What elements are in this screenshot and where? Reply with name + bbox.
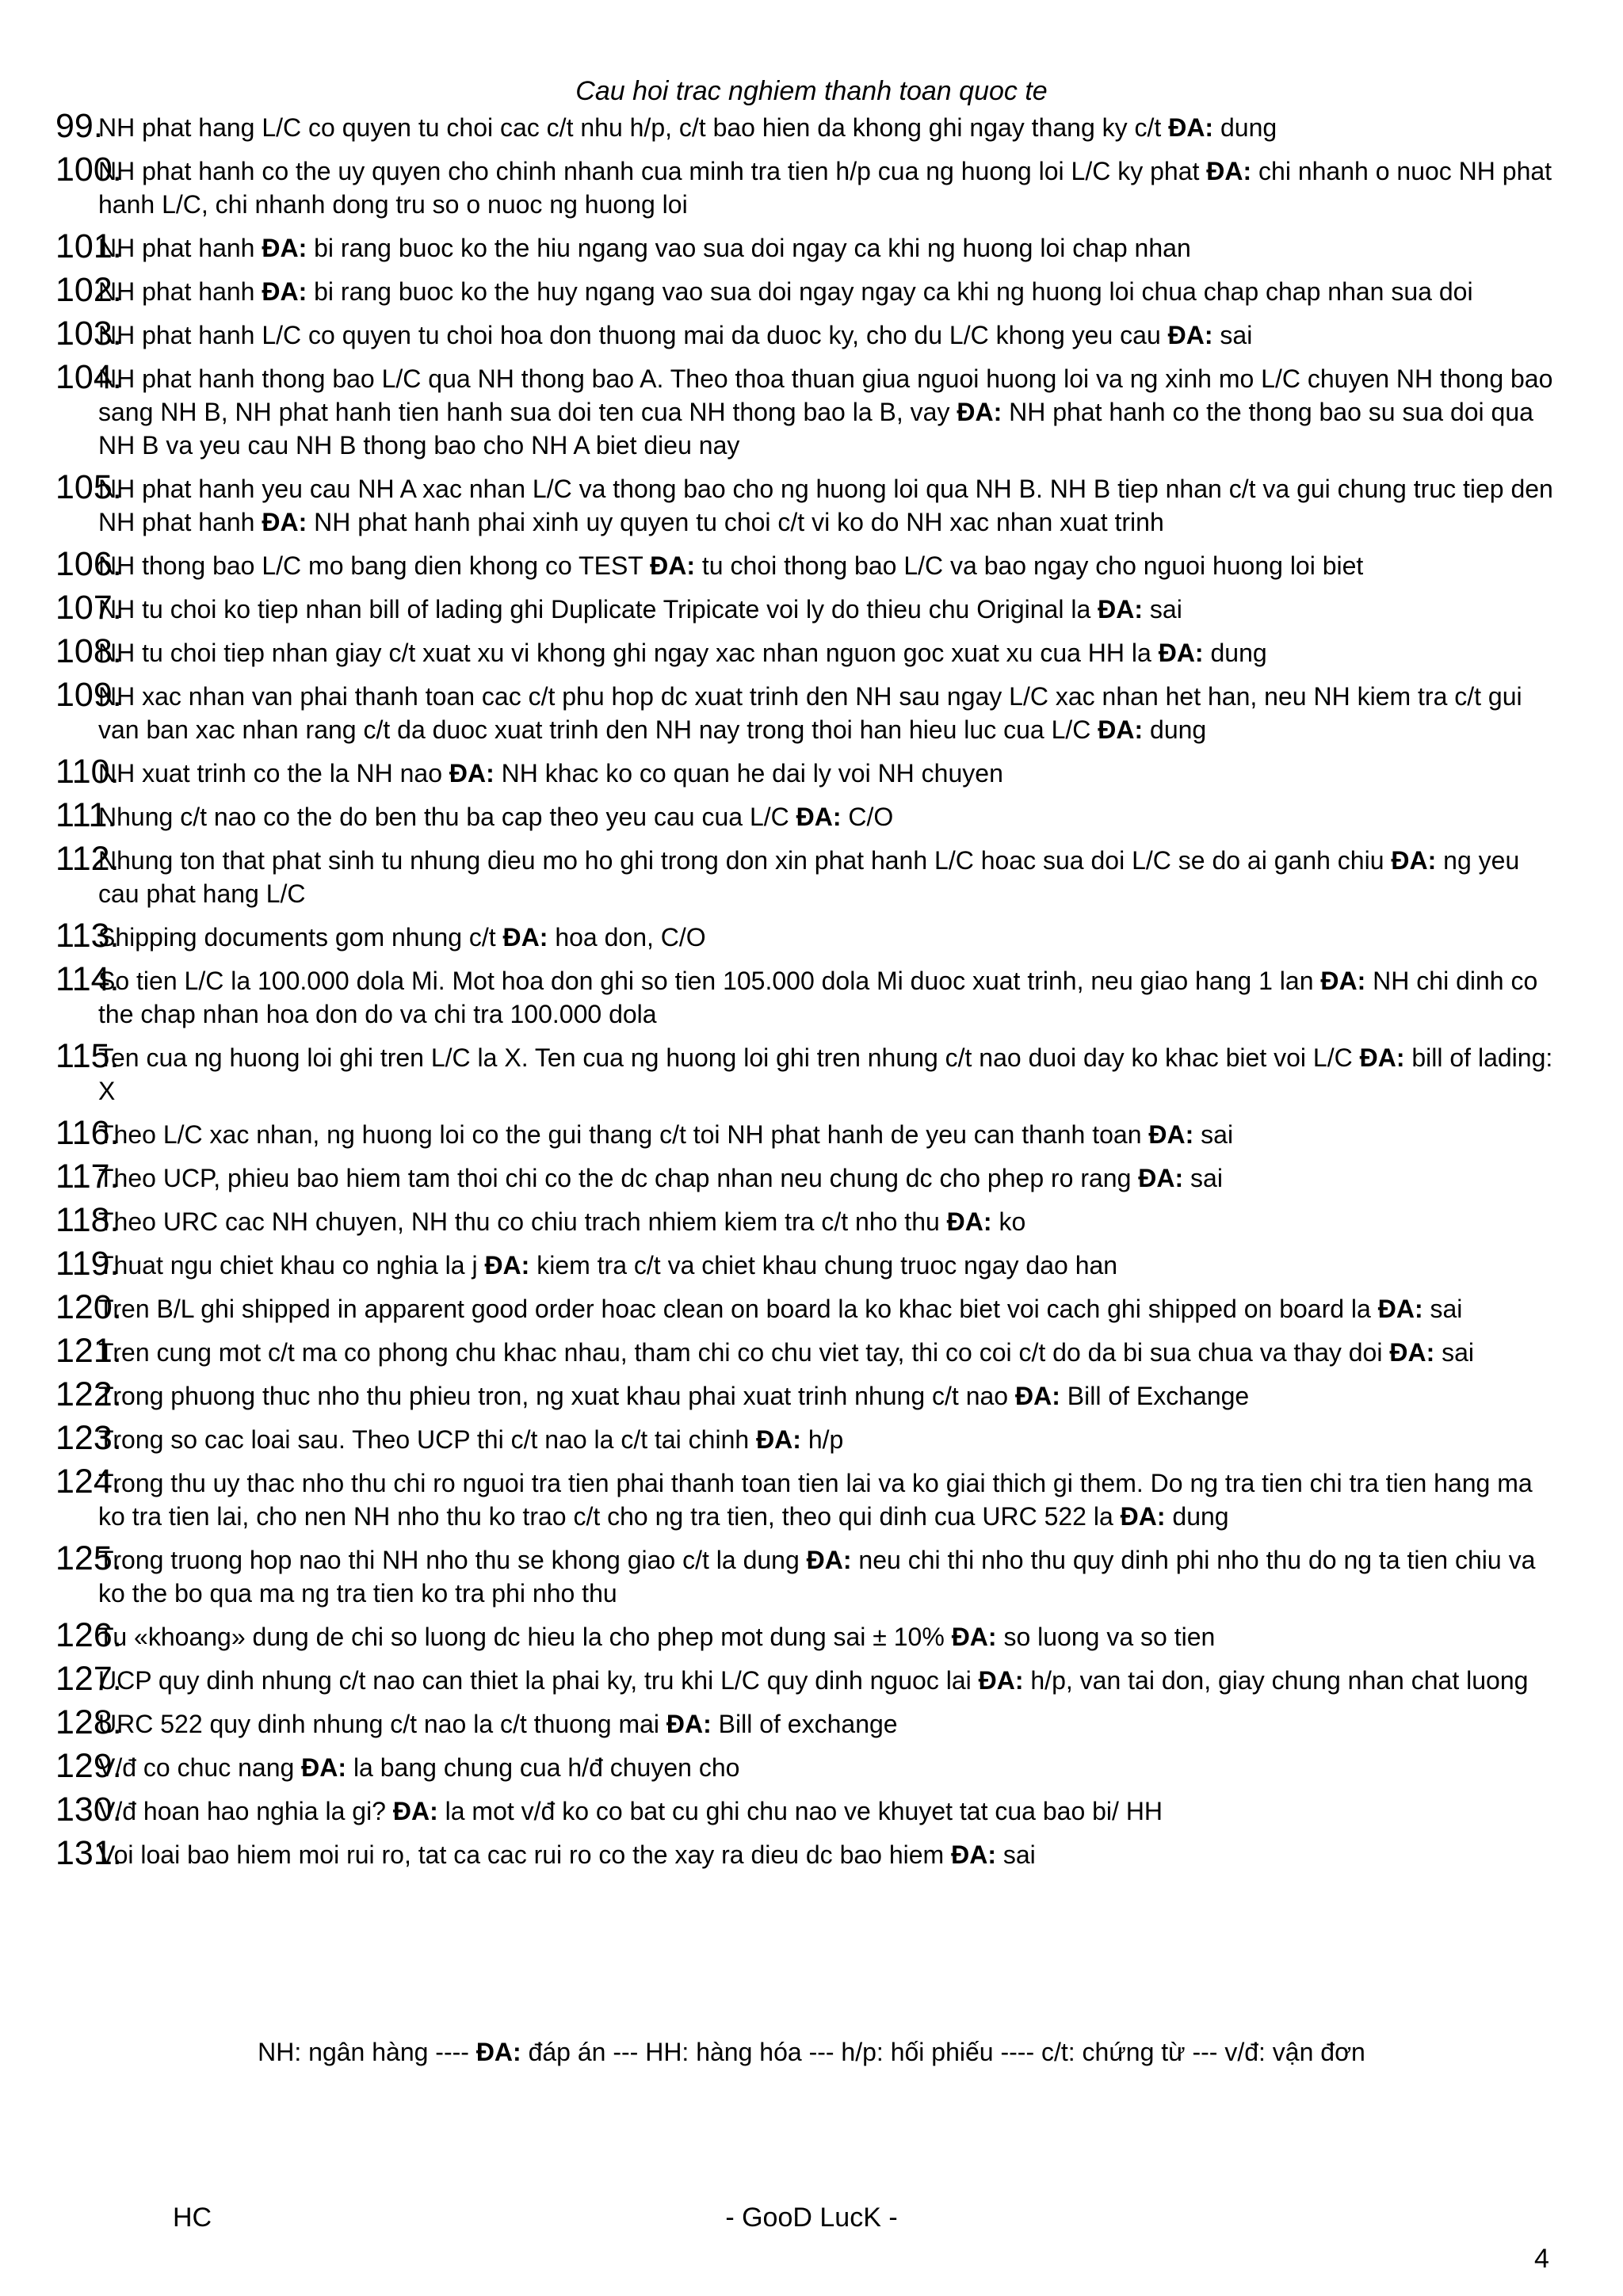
question-body bbox=[98, 472, 1561, 539]
question-body bbox=[98, 1707, 1561, 1741]
question-body bbox=[98, 1466, 1561, 1533]
question-body bbox=[98, 1249, 1561, 1282]
question-item bbox=[55, 315, 1561, 353]
question-body bbox=[98, 844, 1561, 910]
answer-label: ĐA: bbox=[806, 1546, 852, 1574]
question-number: 114. bbox=[55, 960, 120, 998]
footer-author: HC bbox=[173, 2203, 212, 2233]
legend-text-1: NH: ngân hàng ---- bbox=[258, 2038, 476, 2066]
answer-label: ĐA: bbox=[502, 923, 548, 952]
question-number: 111. bbox=[55, 796, 117, 834]
question-number: 105. bbox=[55, 468, 122, 506]
answer-label: ĐA: bbox=[650, 551, 696, 580]
question-body bbox=[98, 921, 1561, 954]
answer-text: tu choi thong bao L/C va bao ngay cho nguoi huong loi biet bbox=[701, 551, 1364, 580]
question-item bbox=[55, 107, 1561, 145]
question-number: 115. bbox=[55, 1037, 120, 1075]
answer-text: h/p, van tai don, giay chung nhan chat luong bbox=[1030, 1666, 1529, 1695]
question-number: 106. bbox=[55, 545, 122, 583]
answer-label: ĐA: bbox=[756, 1425, 801, 1454]
question-number: 107. bbox=[55, 589, 122, 627]
question-body bbox=[98, 1794, 1561, 1828]
question-number: 100. bbox=[55, 151, 122, 189]
answer-text: ko bbox=[999, 1207, 1026, 1236]
question-number: 125. bbox=[55, 1539, 122, 1577]
question-number: 104. bbox=[55, 358, 122, 396]
question-item bbox=[55, 227, 1561, 265]
question-item bbox=[55, 1114, 1561, 1152]
answer-text: NH phat hanh phai xinh uy quyen tu choi c/t vi ko do NH xac nhan xuat trinh bbox=[314, 508, 1164, 536]
answer-label: ĐA: bbox=[1359, 1043, 1405, 1072]
answer-label: ĐA: bbox=[796, 803, 842, 831]
answer-label: ĐA: bbox=[262, 234, 307, 262]
question-text: NH tu choi ko tiep nhan bill of lading ghi Duplicate Tripicate voi ly do thieu chu Original la bbox=[98, 595, 1091, 624]
question-text: Theo UCP, phieu bao hiem tam thoi chi co the dc chap nhan neu chung dc cho phep ro rang bbox=[98, 1164, 1132, 1192]
question-item bbox=[55, 840, 1561, 910]
question-text: Thuat ngu chiet khau co nghia la j bbox=[98, 1251, 478, 1280]
question-number: 126. bbox=[55, 1616, 122, 1654]
answer-label: ĐA: bbox=[262, 277, 307, 306]
question-body bbox=[98, 111, 1561, 144]
answer-label: ĐA: bbox=[1389, 1338, 1435, 1367]
question-text: So tien L/C la 100.000 dola Mi. Mot hoa don ghi so tien 105.000 dola Mi duoc xuat trinh, neu giao hang 1 lan bbox=[98, 967, 1314, 995]
legend-text-2: đáp án --- HH: hàng hóa --- h/p: hối phiếu ---- c/t: chứng từ --- v/đ: vận đơn bbox=[521, 2038, 1365, 2066]
question-body bbox=[98, 1620, 1561, 1653]
question-item bbox=[55, 1703, 1561, 1741]
question-text: Tren B/L ghi shipped in apparent good order hoac clean on board la ko khac biet voi cach ghi shipped on board la bbox=[98, 1295, 1371, 1323]
question-number: 110. bbox=[55, 753, 120, 791]
answer-text: la mot v/đ ko co bat cu ghi chu nao ve khuyet tat cua bao bi/ HH bbox=[445, 1797, 1163, 1825]
answer-text: Bill of exchange bbox=[718, 1710, 898, 1738]
answer-text: sai bbox=[1442, 1338, 1475, 1367]
question-body bbox=[98, 231, 1561, 265]
question-number: 109. bbox=[55, 676, 122, 714]
answer-label: ĐA: bbox=[1014, 1382, 1060, 1410]
question-number: 116. bbox=[55, 1114, 120, 1152]
answer-label: ĐA: bbox=[1206, 157, 1252, 185]
question-number: 103. bbox=[55, 315, 122, 353]
question-body bbox=[98, 318, 1561, 352]
answer-text: sai bbox=[1220, 321, 1253, 349]
answer-label: ĐA: bbox=[1320, 967, 1366, 995]
answer-label: ĐA: bbox=[1138, 1164, 1184, 1192]
question-text: NH xuat trinh co the la NH nao bbox=[98, 759, 442, 788]
question-number: 112. bbox=[55, 840, 120, 878]
question-number: 131. bbox=[55, 1834, 122, 1872]
question-number: 122. bbox=[55, 1375, 122, 1413]
question-item bbox=[55, 1288, 1561, 1326]
question-text: V/đ co chuc nang bbox=[98, 1753, 295, 1782]
question-text: Tren cung mot c/t ma co phong chu khac nhau, tham chi co chu viet tay, thi co coi c/t do da bi sua chua va thay doi bbox=[98, 1338, 1383, 1367]
question-item bbox=[55, 1660, 1561, 1698]
answer-text: Bill of Exchange bbox=[1067, 1382, 1250, 1410]
answer-label: ĐA: bbox=[1377, 1295, 1423, 1323]
answer-label: ĐA: bbox=[449, 759, 495, 788]
answer-text: sai bbox=[1002, 1840, 1036, 1869]
question-item bbox=[55, 753, 1561, 791]
question-number: 123. bbox=[55, 1419, 122, 1457]
question-item bbox=[55, 676, 1561, 746]
question-number: 130. bbox=[55, 1791, 122, 1829]
question-number: 99. bbox=[55, 107, 103, 145]
document-header: Cau hoi trac nghiem thanh toan quoc te bbox=[575, 76, 1048, 106]
question-item bbox=[55, 545, 1561, 583]
question-text: NH phat hanh bbox=[98, 234, 255, 262]
answer-label: ĐA: bbox=[484, 1251, 530, 1280]
question-item bbox=[55, 589, 1561, 627]
answer-label: ĐA: bbox=[1167, 321, 1213, 349]
question-number: 108. bbox=[55, 632, 122, 670]
question-number: 129. bbox=[55, 1747, 122, 1785]
question-text: NH phat hanh co the uy quyen cho chinh nhanh cua minh tra tien h/p cua ng huong loi L/C ky phat bbox=[98, 157, 1200, 185]
answer-label: ĐA: bbox=[1120, 1502, 1166, 1531]
question-item bbox=[55, 917, 1561, 955]
question-text: Theo URC cac NH chuyen, NH thu co chiu trach nhiem kiem tra c/t nho thu bbox=[98, 1207, 940, 1236]
question-item bbox=[55, 1747, 1561, 1785]
answer-text: dung bbox=[1150, 715, 1207, 744]
answer-label: ĐA: bbox=[946, 1207, 992, 1236]
question-body bbox=[98, 680, 1561, 746]
answer-text: so luong va so tien bbox=[1003, 1623, 1216, 1651]
answer-label: ĐA: bbox=[951, 1840, 996, 1869]
answer-label: ĐA: bbox=[1098, 715, 1144, 744]
question-text: NH phat hang L/C co quyen tu choi cac c/t nhu h/p, c/t bao hien da khong ghi ngay thang ky c/t bbox=[98, 113, 1162, 142]
question-text: Trong truong hop nao thi NH nho thu se khong giao c/t la dung bbox=[98, 1546, 800, 1574]
question-body bbox=[98, 1161, 1561, 1195]
question-body bbox=[98, 1543, 1561, 1610]
answer-text: NH phat hanh co the thong bao su sua doi qua NH B va yeu cau NH B thong bao cho NH A biet dieu nay bbox=[98, 398, 1533, 460]
question-item bbox=[55, 1375, 1561, 1413]
question-body bbox=[98, 636, 1561, 669]
question-text: NH tu choi tiep nhan giay c/t xuat xu vi khong ghi ngay xac nhan nguon goc xuat xu cua HH la bbox=[98, 639, 1151, 667]
answer-label: ĐA: bbox=[951, 1623, 997, 1651]
answer-text: ng yeu cau phat hang L/C bbox=[98, 846, 1520, 908]
footer-slogan: - GooD LucK - bbox=[725, 2203, 898, 2233]
answer-label: ĐA: bbox=[262, 508, 307, 536]
answer-text: NH khac ko co quan he dai ly voi NH chuyen bbox=[501, 759, 1003, 788]
answer-text: chi nhanh o nuoc NH phat hanh L/C, chi nhanh dong tru so o nuoc ng huong loi bbox=[98, 157, 1552, 219]
question-text: NH xac nhan van phai thanh toan cac c/t phu hop dc xuat trinh den NH sau ngay L/C xac nhan het han, neu NH kiem tra c/t gui van ban xac nhan rang c/t da duoc xuat trinh den NH nay trong thoi han hieu luc cua L/C bbox=[98, 682, 1522, 744]
question-text: NH phat hanh thong bao L/C qua NH thong bao A. Theo thoa thuan giua nguoi huong loi va ng xinh mo L/C chuyen NH thong bao sang NH B, NH phat hanh tien hanh sua doi ten cua NH thong bao la B, vay bbox=[98, 364, 1553, 426]
legend-answer-label: ĐA: bbox=[475, 2038, 521, 2066]
answer-text: sai bbox=[1190, 1164, 1223, 1192]
question-item bbox=[55, 1158, 1561, 1196]
answer-label: ĐA: bbox=[1158, 639, 1204, 667]
question-text: V/đ hoan hao nghia la gi? bbox=[98, 1797, 386, 1825]
question-body bbox=[98, 1838, 1561, 1871]
question-body bbox=[98, 593, 1561, 626]
answer-label: ĐA: bbox=[1098, 595, 1144, 624]
question-number: 124. bbox=[55, 1463, 122, 1501]
question-text: Voi loai bao hiem moi rui ro, tat ca cac rui ro co the xay ra dieu dc bao hiem bbox=[98, 1840, 945, 1869]
question-text: NH thong bao L/C mo bang dien khong co TEST bbox=[98, 551, 643, 580]
question-text: Ten cua ng huong loi ghi tren L/C la X. Ten cua ng huong loi ghi tren nhung c/t nao duoi day ko khac biet voi L/C bbox=[98, 1043, 1353, 1072]
answer-label: ĐA: bbox=[1391, 846, 1437, 875]
question-text: Trong phuong thuc nho thu phieu tron, ng xuat khau phai xuat trinh nhung c/t nao bbox=[98, 1382, 1009, 1410]
answer-text: h/p bbox=[808, 1425, 844, 1454]
question-number: 128. bbox=[55, 1703, 122, 1741]
question-body bbox=[98, 154, 1561, 221]
question-number: 102. bbox=[55, 271, 122, 309]
question-number: 121. bbox=[55, 1332, 122, 1370]
answer-text: sai bbox=[1430, 1295, 1463, 1323]
question-item bbox=[55, 271, 1561, 309]
question-body bbox=[98, 1205, 1561, 1238]
answer-label: ĐA: bbox=[666, 1710, 712, 1738]
question-item bbox=[55, 151, 1561, 221]
answer-text: dung bbox=[1210, 639, 1267, 667]
question-text: Nhung ton that phat sinh tu nhung dieu mo ho ghi trong don xin phat hanh L/C hoac sua doi L/C se do ai ganh chiu bbox=[98, 846, 1384, 875]
answer-text: neu chi thi nho thu quy dinh phi nho thu do ng ta tien chiu va ko the bo qua ma ng tra tien ko tra phi nho thu bbox=[98, 1546, 1536, 1608]
question-item bbox=[55, 1616, 1561, 1654]
answer-text: sai bbox=[1149, 595, 1182, 624]
question-body bbox=[98, 964, 1561, 1031]
question-body bbox=[98, 1423, 1561, 1456]
question-body bbox=[98, 1664, 1561, 1697]
question-item bbox=[55, 1332, 1561, 1370]
question-number: 120. bbox=[55, 1288, 122, 1326]
answer-text: bill of lading: X bbox=[98, 1043, 1553, 1105]
answer-label: ĐA: bbox=[957, 398, 1002, 426]
question-item bbox=[55, 1037, 1561, 1108]
answer-text: bi rang buoc ko the hiu ngang vao sua doi ngay ca khi ng huong loi chap nhan bbox=[314, 234, 1191, 262]
answer-label: ĐA: bbox=[1168, 113, 1214, 142]
answer-text: la bang chung cua h/đ chuyen cho bbox=[353, 1753, 740, 1782]
question-item bbox=[55, 1419, 1561, 1457]
answer-text: kiem tra c/t va chiet khau chung truoc ngay dao han bbox=[537, 1251, 1118, 1280]
answer-text: dung bbox=[1220, 113, 1277, 142]
question-number: 119. bbox=[55, 1245, 120, 1283]
answer-text: sai bbox=[1201, 1120, 1234, 1149]
question-item bbox=[55, 468, 1561, 539]
question-item bbox=[55, 1791, 1561, 1829]
question-number: 118. bbox=[55, 1201, 120, 1239]
question-body bbox=[98, 1041, 1561, 1108]
question-item bbox=[55, 358, 1561, 462]
question-number: 127. bbox=[55, 1660, 122, 1698]
question-item bbox=[55, 960, 1561, 1031]
question-text: Trong thu uy thac nho thu chi ro nguoi tra tien phai thanh toan tien lai va ko giai thich gi them. Do ng tra tien chi tra tien hang ma ko tra tien lai, cho nen NH nho thu ko trao c/t cho ng tra tien, theo qui dinh cua URC 522 la bbox=[98, 1469, 1533, 1531]
question-number: 101. bbox=[55, 227, 122, 265]
question-text: Theo L/C xac nhan, ng huong loi co the gui thang c/t toi NH phat hanh de yeu can thanh toan bbox=[98, 1120, 1142, 1149]
question-text: UCP quy dinh nhung c/t nao can thiet la phai ky, tru khi L/C quy dinh nguoc lai bbox=[98, 1666, 972, 1695]
question-body bbox=[98, 800, 1561, 833]
question-body bbox=[98, 1118, 1561, 1151]
question-number: 117. bbox=[55, 1158, 120, 1196]
question-list bbox=[55, 107, 1561, 1882]
question-body bbox=[98, 275, 1561, 308]
question-body bbox=[98, 757, 1561, 790]
question-text: Shipping documents gom nhung c/t bbox=[98, 923, 496, 952]
answer-text: bi rang buoc ko the huy ngang vao sua doi ngay ngay ca khi ng huong loi chua chap chap nhan sua doi bbox=[314, 277, 1473, 306]
question-item bbox=[55, 632, 1561, 670]
question-item bbox=[55, 1463, 1561, 1533]
answer-label: ĐA: bbox=[392, 1797, 438, 1825]
question-number: 113. bbox=[55, 917, 120, 955]
question-body bbox=[98, 1336, 1561, 1369]
question-item bbox=[55, 1245, 1561, 1283]
question-text: URC 522 quy dinh nhung c/t nao la c/t thuong mai bbox=[98, 1710, 666, 1738]
answer-label: ĐA: bbox=[301, 1753, 347, 1782]
answer-label: ĐA: bbox=[1148, 1120, 1194, 1149]
question-text: Nhung c/t nao co the do ben thu ba cap theo yeu cau cua L/C bbox=[98, 803, 789, 831]
question-text: Trong so cac loai sau. Theo UCP thi c/t nao la c/t tai chinh bbox=[98, 1425, 750, 1454]
answer-text: hoa don, C/O bbox=[555, 923, 706, 952]
question-text: NH phat hanh L/C co quyen tu choi hoa don thuong mai da duoc ky, cho du L/C khong yeu cau bbox=[98, 321, 1161, 349]
question-body bbox=[98, 1379, 1561, 1413]
question-item bbox=[55, 1539, 1561, 1610]
question-item bbox=[55, 1834, 1561, 1872]
answer-label: ĐA: bbox=[978, 1666, 1024, 1695]
question-body bbox=[98, 362, 1561, 462]
question-text: Tu «khoang» dung de chi so luong dc hieu la cho phep mot dung sai ± 10% bbox=[98, 1623, 945, 1651]
abbreviation-legend bbox=[0, 2038, 1623, 2067]
question-text: NH phat hanh yeu cau NH A xac nhan L/C va thong bao cho ng huong loi qua NH B. NH B tiep nhan c/t va gui chung truc tiep den NH phat hanh bbox=[98, 475, 1553, 536]
answer-text: dung bbox=[1172, 1502, 1229, 1531]
question-text: NH phat hanh bbox=[98, 277, 255, 306]
question-body bbox=[98, 1751, 1561, 1784]
question-body bbox=[98, 1292, 1561, 1325]
question-item bbox=[55, 1201, 1561, 1239]
answer-text: C/O bbox=[848, 803, 894, 831]
question-item bbox=[55, 796, 1561, 834]
page-number: 4 bbox=[1534, 2244, 1549, 2274]
question-body bbox=[98, 549, 1561, 582]
answer-text: NH chi dinh co the chap nhan hoa don do va chi tra 100.000 dola bbox=[98, 967, 1538, 1028]
